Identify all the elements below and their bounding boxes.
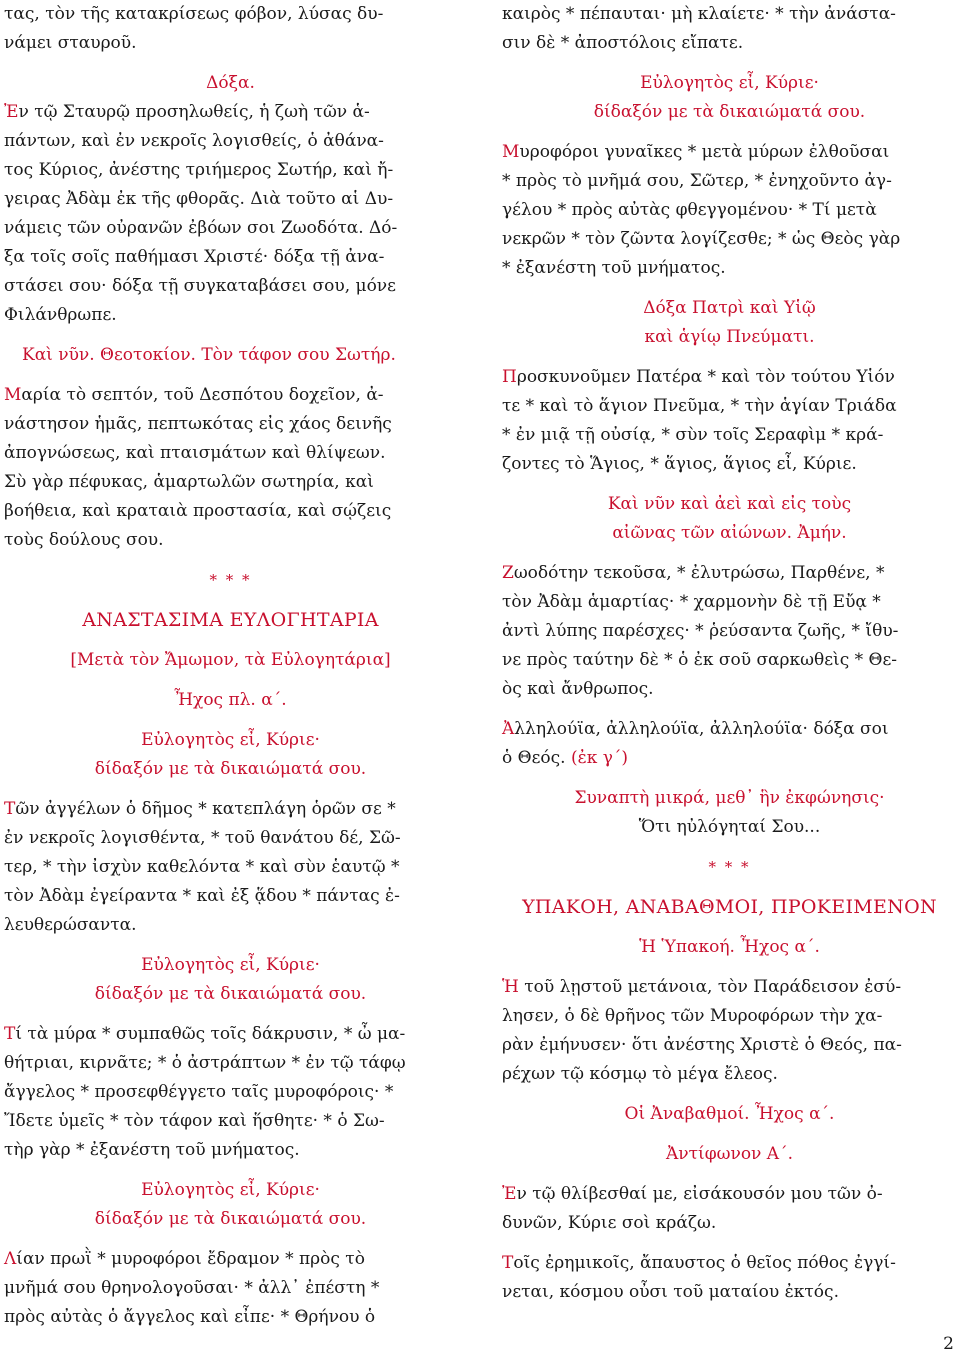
text-span: ροσκυνοῦμεν Πατέρα * καὶ τὸν τούτου Υἱόν bbox=[516, 367, 895, 387]
text-line: νεται, κόσμου οὖσι τοῦ ματαίου ἐκτός. bbox=[502, 1282, 839, 1302]
text-line: Εὐλογητὸς εἶ, Κύριε· bbox=[141, 730, 320, 750]
synapti-heading: Συναπτὴ μικρά, μεθ᾽ ἣν ἐκφώνησις· bbox=[574, 788, 885, 808]
text-span: ν τῷ θλίβεσθαί με, εἰσάκουσόν μου τῶν ὀ- bbox=[516, 1184, 883, 1204]
page-number: 2 bbox=[943, 1334, 954, 1354]
initial-letter: Τ bbox=[502, 1253, 514, 1273]
text-line: * ἐξανέστη τοῦ μνήματος. bbox=[502, 258, 726, 278]
text-line bbox=[502, 1249, 957, 1278]
text-line: Εὐλογητὸς εἶ, Κύριε· bbox=[640, 73, 819, 93]
initial-letter: Μ bbox=[502, 142, 520, 162]
initial-letter: Τ bbox=[4, 799, 16, 819]
initial-letter: Λ bbox=[4, 1249, 17, 1269]
text-span: λληλούϊα, ἀλληλούϊα, ἀλληλούϊα· δόξα σοι bbox=[514, 719, 889, 739]
text-line: ἀπογνώσεως, καὶ πταισμάτων καὶ θλίψεων. bbox=[4, 443, 386, 463]
text-line: ζοντες τὸ Ἅγιος, * ἅγιος, ἅγιος εἶ, Κύριε. bbox=[502, 454, 857, 474]
text-line: τοὺς δούλους σου. bbox=[4, 530, 164, 550]
text-line: τας, τὸν τῆς κατακρίσεως φόβον, λύσας δυ- bbox=[4, 4, 384, 24]
text-span: αρία τὸ σεπτόν, τοῦ Δεσπότου δοχεῖον, ἀ- bbox=[21, 385, 384, 405]
text-line: τὴρ γὰρ * ἐξανέστη τοῦ μνήματος. bbox=[4, 1140, 300, 1160]
text-line: ἀντὶ λύπης παρέσχες· * ῥεύσαντα ζωῆς, * ἴθυ- bbox=[502, 621, 899, 641]
anavathmoi-label: Οἱ Ἀναβαθμοί. Ἦχος α΄. bbox=[624, 1104, 835, 1124]
text-line: νεκρῶν * τὸν ζῶντα λογίζεσθε; * ὡς Θεὸς γὰρ bbox=[502, 229, 901, 249]
refrain bbox=[502, 69, 957, 127]
alleluia-paragraph bbox=[502, 715, 957, 773]
text-line: τε * καὶ τὸ ἅγιον Πνεῦμα, * τὴν ἁγίαν Τριάδα bbox=[502, 396, 897, 416]
text-line bbox=[502, 363, 957, 392]
text-line: ὸς καὶ ἄνθρωπος. bbox=[502, 679, 654, 699]
initial-letter: Ἡ bbox=[502, 977, 519, 997]
text-line: νάστησον ἡμᾶς, πεπτωκότας εἰς χάος δεινῆς bbox=[4, 414, 392, 434]
refrain bbox=[4, 1176, 457, 1234]
doxa-heading: Δόξα. bbox=[206, 73, 255, 93]
text-line: τὸν Ἀδὰμ ἁμαρτίας· * χαρμονὴν δὲ τῇ Εὔᾳ * bbox=[502, 592, 881, 612]
text-line: Δόξα Πατρὶ καὶ Υἱῷ bbox=[643, 298, 816, 318]
text-line: ἐν νεκροῖς λογισθέντα, * τοῦ θανάτου δέ, Σῶ- bbox=[4, 828, 401, 848]
continued-paragraph bbox=[502, 0, 957, 58]
text-line: * ἐν μιᾷ τῇ οὐσίᾳ, * σὺν τοῖς Σεραφὶμ * κρά- bbox=[502, 425, 884, 445]
hymn-paragraph bbox=[4, 795, 457, 940]
text-line: καιρὸς * πέπαυται· μὴ κλαίετε· * τὴν ἀνάστα- bbox=[502, 4, 896, 24]
left-column bbox=[4, 0, 457, 1332]
text-span: τοῦ λῃστοῦ μετάνοια, τὸν Παράδεισον ἐσύ- bbox=[518, 977, 902, 997]
hymn-paragraph bbox=[4, 1245, 457, 1332]
kai-nyn-heading bbox=[502, 490, 957, 548]
text-line: σιν δὲ * ἀποστόλοις εἴπατε. bbox=[502, 33, 744, 53]
text-span: ῶν ἀγγέλων ὁ δῆμος * κατεπλάγη ὁρῶν σε * bbox=[15, 799, 396, 819]
section-subtitle: [Μετὰ τὸν Ἄμωμον, τὰ Εὐλογητάρια] bbox=[70, 650, 391, 670]
text-line bbox=[4, 98, 457, 127]
text-span: οῖς ἐρημικοῖς, ἄπαυστος ὁ θεῖος πόθος ἐγγί- bbox=[513, 1253, 896, 1273]
section-divider-stars: * * * bbox=[708, 858, 751, 876]
echos-label: Ἦχος πλ. α΄. bbox=[174, 690, 287, 710]
text-line bbox=[502, 715, 957, 744]
right-column bbox=[502, 0, 957, 1307]
text-line: γέλου * πρὸς αὐτὰς φθεγγομένου· * Τί μετὰ bbox=[502, 200, 877, 220]
text-line: τὸν Ἀδὰμ ἐγείραντα * καὶ ἐξ ᾅδου * πάντας ἐ- bbox=[4, 886, 400, 906]
text-line bbox=[4, 795, 457, 824]
antifonon-label: Ἀντίφωνον Α΄. bbox=[666, 1144, 793, 1164]
hymn-paragraph bbox=[4, 98, 457, 330]
text-line: λησεν, ὁ δὲ θρῆνος τῶν Μυροφόρων τὴν χα- bbox=[502, 1006, 883, 1026]
text-line bbox=[4, 381, 457, 410]
text-line: δίδαξόν με τὰ δικαιώματά σου. bbox=[94, 1209, 367, 1229]
text-line: πρὸς αὐτὰς ὁ ἄγγελος καὶ εἶπε· * Θρήνου ὁ bbox=[4, 1307, 376, 1327]
text-line: νάμεις τῶν οὐρανῶν ἐβόων σοι Ζωοδότα. Δό- bbox=[4, 218, 398, 238]
text-line: ρέχων τῷ κόσμῳ τὸ μέγα ἔλεος. bbox=[502, 1064, 778, 1084]
hymn-paragraph bbox=[502, 363, 957, 479]
text-line: ρὰν ἐμήνυσεν· ὅτι ἀνέστης Χριστὲ ὁ Θεός, πα- bbox=[502, 1035, 902, 1055]
text-line: θήτριαι, κιρνᾶτε; * ὁ ἀστράπτων * ἐν τῷ τάφῳ bbox=[4, 1053, 406, 1073]
hymn-paragraph bbox=[502, 138, 957, 283]
text-line bbox=[502, 744, 957, 773]
initial-letter: Ἐ bbox=[4, 102, 19, 122]
initial-letter: Ζ bbox=[502, 563, 514, 583]
initial-letter: Π bbox=[502, 367, 517, 387]
text-line: νε πρὸς ταύτην δὲ * ὁ ἐκ σοῦ σαρκωθεὶς * Θε- bbox=[502, 650, 898, 670]
text-line: τερ, * τὴν ἰσχὺν καθελόντα * καὶ σὺν ἑαυτῷ * bbox=[4, 857, 400, 877]
text-line bbox=[4, 1020, 457, 1049]
text-span: ωοδότην τεκοῦσα, * ἐλυτρώσω, Παρθένε, * bbox=[513, 563, 885, 583]
doxa-patri-heading bbox=[502, 294, 957, 352]
text-line: καὶ ἁγίῳ Πνεύματι. bbox=[644, 327, 815, 347]
text-line bbox=[502, 973, 957, 1002]
initial-letter: Ἀ bbox=[502, 719, 515, 739]
section-title: ΥΠΑΚΟΗ, ΑΝΑΒΑΘΜΟΙ, ΠΡΟΚΕΙΜΕΝΟΝ bbox=[522, 896, 937, 918]
hymn-paragraph bbox=[502, 1180, 957, 1238]
text-line: τος Κύριος, ἀνέστης τριήμερος Σωτήρ, καὶ ἤ- bbox=[4, 160, 394, 180]
hymn-paragraph bbox=[502, 1249, 957, 1307]
hymn-paragraph bbox=[502, 973, 957, 1089]
text-line bbox=[4, 1245, 457, 1274]
text-line bbox=[502, 138, 957, 167]
text-line: δυνῶν, Κύριε σοὶ κράζω. bbox=[502, 1213, 717, 1233]
continued-paragraph bbox=[4, 0, 457, 58]
ekfonisis-text: Ὅτι ηὐλόγηταί Σου... bbox=[638, 817, 821, 837]
initial-letter: Ἐ bbox=[502, 1184, 517, 1204]
section-title: ΑΝΑΣΤΑΣΙΜΑ ΕΥΛΟΓΗΤΑΡΙΑ bbox=[82, 609, 379, 631]
text-line: λευθερώσαντα. bbox=[4, 915, 137, 935]
text-span: υροφόροι γυναῖκες * μετὰ μύρων ἐλθοῦσαι bbox=[519, 142, 890, 162]
repeat-note: (ἐκ γ΄) bbox=[570, 748, 629, 768]
theotokion-paragraph bbox=[4, 381, 457, 555]
text-line: πάντων, καὶ ἐν νεκροῖς λογισθείς, ὁ ἀθάνα- bbox=[4, 131, 384, 151]
initial-letter: Τ bbox=[4, 1024, 16, 1044]
text-line: γειρας Ἀδὰμ ἐκ τῆς φθορᾶς. Διὰ τοῦτο αἱ Δυ- bbox=[4, 189, 394, 209]
hymn-paragraph bbox=[4, 1020, 457, 1165]
text-line: στάσει σου· δόξα τῇ συγκαταβάσει σου, μόνε bbox=[4, 276, 396, 296]
text-line: Εὐλογητὸς εἶ, Κύριε· bbox=[141, 955, 320, 975]
text-line: Ἴδετε ὑμεῖς * τὸν τάφον καὶ ἥσθητε· * ὁ Σω- bbox=[4, 1111, 385, 1131]
text-line: Καὶ νῦν καὶ ἀεὶ καὶ εἰς τοὺς bbox=[607, 494, 852, 514]
text-line bbox=[502, 1180, 957, 1209]
initial-letter: Μ bbox=[4, 385, 22, 405]
text-line: Φιλάνθρωπε. bbox=[4, 305, 117, 325]
text-span: ίαν πρωῒ * μυροφόροι ἔδραμον * πρὸς τὸ bbox=[16, 1249, 365, 1269]
text-line: μνῆμά σου θρηνολογοῦσαι· * ἀλλ᾽ ἐπέστη * bbox=[4, 1278, 380, 1298]
text-line: νάμει σταυροῦ. bbox=[4, 33, 137, 53]
text-line: δίδαξόν με τὰ δικαιώματά σου. bbox=[94, 984, 367, 1004]
text-line: βοήθεια, καὶ κραταιὰ προστασία, καὶ σῴζεις bbox=[4, 501, 392, 521]
text-line: * πρὸς τὸ μνῆμά σου, Σῶτερ, * ἐνηχοῦντο ἀγ- bbox=[502, 171, 892, 191]
text-span: ὁ Θεός. bbox=[502, 748, 571, 768]
section-divider-stars: * * * bbox=[209, 571, 252, 589]
text-span: ί τὰ μύρα * συμπαθῶς τοῖς δάκρυσιν, * ὦ μα- bbox=[15, 1024, 406, 1044]
text-line: ἄγγελος * προσεφθέγγετο ταῖς μυροφόροις· * bbox=[4, 1082, 394, 1102]
text-line: Εὐλογητὸς εἶ, Κύριε· bbox=[141, 1180, 320, 1200]
ypakoi-label: Ἡ Ὑπακοή. Ἦχος α΄. bbox=[639, 937, 820, 957]
refrain bbox=[4, 726, 457, 784]
hymn-paragraph bbox=[502, 559, 957, 704]
text-line: Σὺ γὰρ πέφυκας, ἁμαρτωλῶν σωτηρία, καὶ bbox=[4, 472, 374, 492]
text-line: ξα τοῖς σοῖς παθήμασι Χριστέ· δόξα τῇ ἀνα- bbox=[4, 247, 385, 267]
text-line: δίδαξόν με τὰ δικαιώματά σου. bbox=[94, 759, 367, 779]
text-line: αἰῶνας τῶν αἰώνων. Ἀμήν. bbox=[612, 523, 847, 543]
text-span: ν τῷ Σταυρῷ προσηλωθείς, ἡ ζωὴ τῶν ἁ- bbox=[18, 102, 370, 122]
theotokion-heading: Καὶ νῦν. Θεοτοκίον. Τὸν τάφον σου Σωτήρ. bbox=[22, 345, 396, 365]
text-line bbox=[502, 559, 957, 588]
refrain bbox=[4, 951, 457, 1009]
text-line: δίδαξόν με τὰ δικαιώματά σου. bbox=[593, 102, 866, 122]
